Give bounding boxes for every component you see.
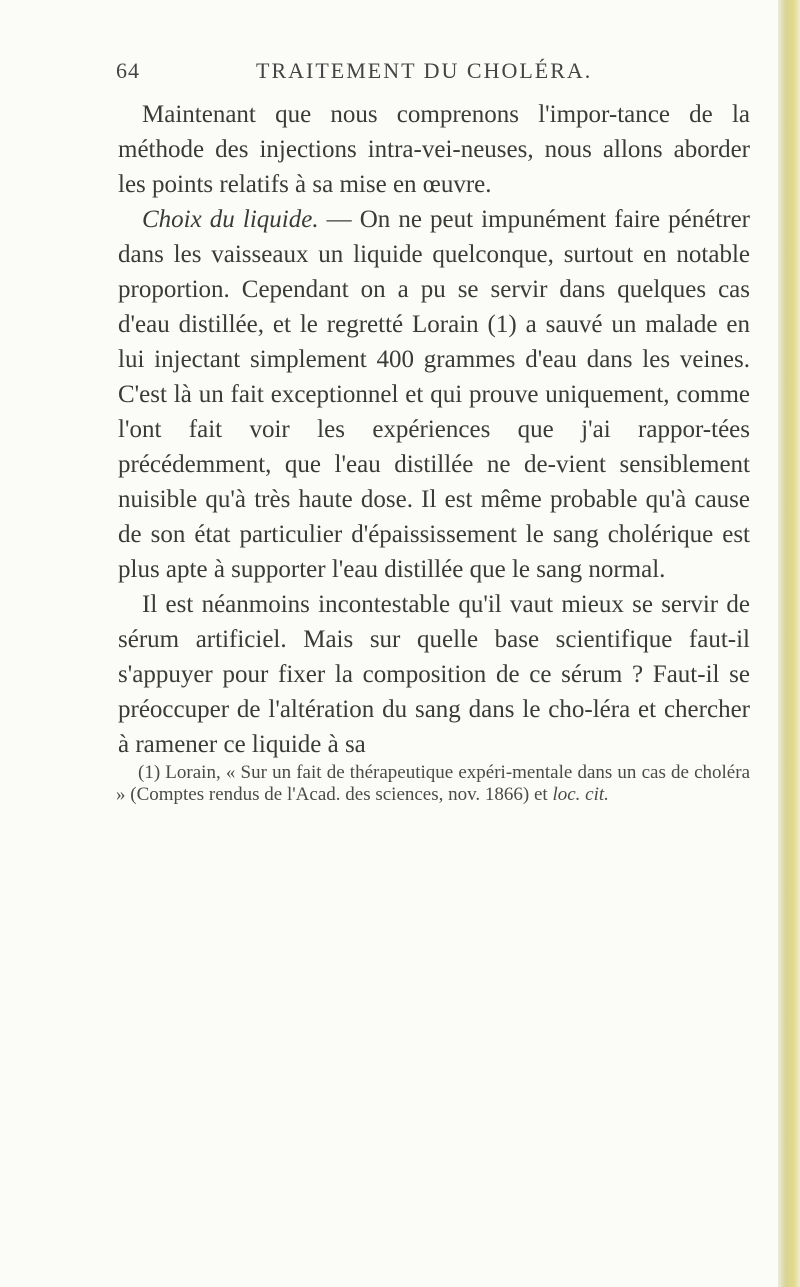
footnote [116, 762, 750, 806]
paragraph-serum: Il est néanmoins incontestable qu'il vaut mieux se servir de sérum artificiel. Mais sur quelle base scientifique faut-il s'appuyer pour fixer la composition de ce sérum ? Faut-il se préoccuper de l'altération du sang dans le cho-léra et chercher à ramener ce liquide à sa [118, 591, 750, 758]
paragraph-choix-du-liquide [118, 202, 750, 587]
body-text [118, 97, 750, 762]
paragraph-intro: Maintenant que nous comprenons l'impor-tance de la méthode des injections intra-vei-neuses, nous allons aborder les points relatifs à sa mise en œuvre. [118, 101, 750, 198]
footnote-text [116, 762, 750, 806]
page-header [116, 58, 756, 88]
paragraph-text: — On ne peut impunément faire pénétrer dans les vaisseaux un liquide quelconque, surtout en notable proportion. Cependant on a pu se servir dans quelques cas d'eau distillée, et le regretté Lorain (1) a sauvé un malade en lui injectant simplement 400 grammes d'eau dans les veines. C'est là un fait exceptionnel et qui prouve uniquement, comme l'ont fait voir les expériences que j'ai rappor-tées précédemment, que l'eau distillée ne de-vient sensiblement nuisible qu'à très haute dose. Il est même probable qu'à cause de son état particulier d'épaississement le sang cholérique est plus apte à supporter l'eau distillée que le sang normal. [118, 206, 751, 583]
footnote-citation: loc. cit. [552, 784, 609, 805]
footnote-body: (1) Lorain, « Sur un fait de thérapeutique expéri-mentale dans un cas de choléra » (Comptes rendus de l'Acad. des sciences, nov. 1866) et [116, 762, 750, 805]
page-edge [778, 0, 800, 1287]
running-title: TRAITEMENT DU CHOLÉRA. [256, 58, 593, 83]
page-number: 64 [116, 58, 140, 83]
section-heading: Choix du liquide. [142, 206, 319, 233]
